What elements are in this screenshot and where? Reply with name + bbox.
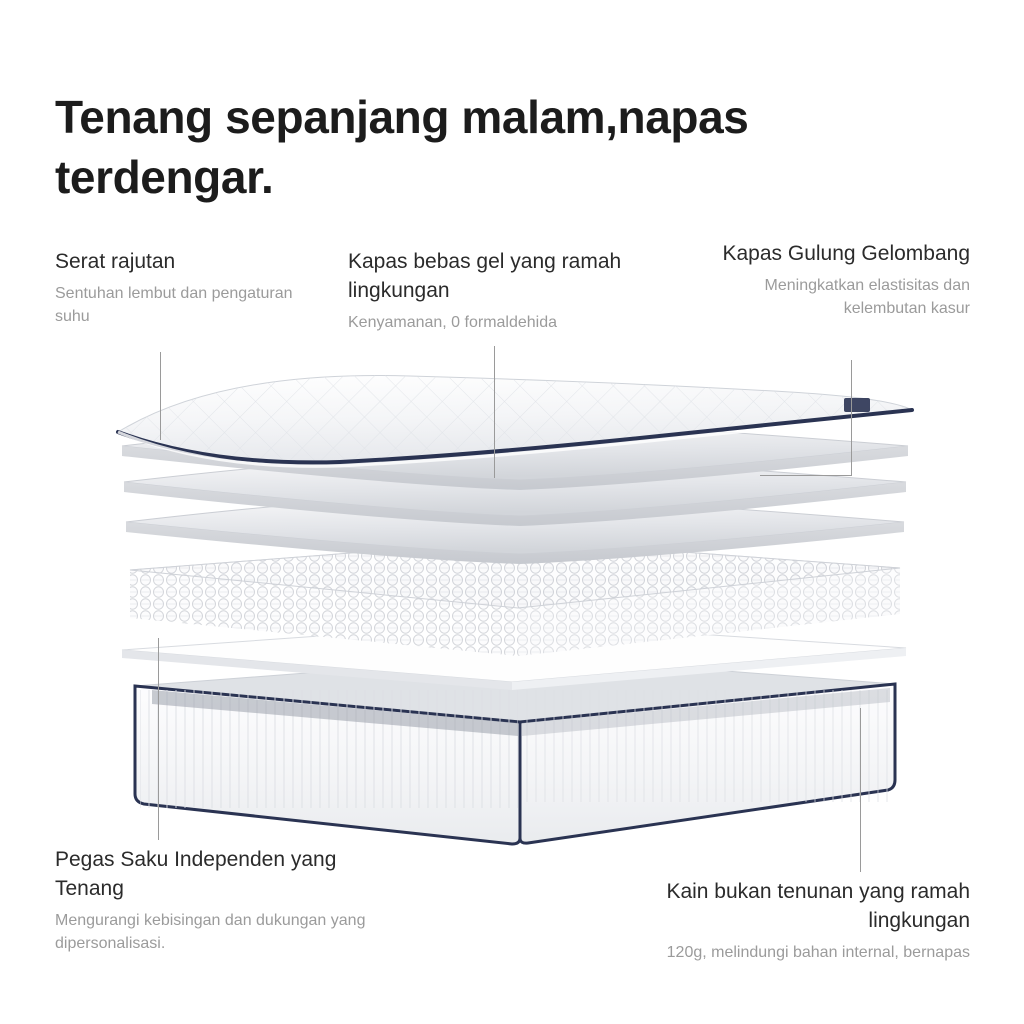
callout-subtitle: Meningkatkan elastisitas dan kelembutan kasur (764, 276, 970, 317)
callout-kapas-gulung-gelombang (700, 240, 970, 320)
leader-line-gelfoam (494, 346, 495, 478)
callout-subtitle: Sentuhan lembut dan pengaturan suhu (55, 284, 293, 325)
page-title: Tenang sepanjang malam,napas terdengar. (55, 91, 749, 203)
leader-line-wavecotton-branch (760, 475, 852, 476)
leader-line-springs (158, 638, 159, 840)
callout-subtitle: Kenyamanan, 0 formaldehida (348, 313, 558, 331)
callout-title: Kain bukan tenunan yang ramah lingkungan (666, 880, 970, 932)
callout-pegas-saku-independen (55, 846, 395, 955)
mattress-layers-svg (100, 370, 930, 900)
callout-title: Serat rajutan (55, 250, 176, 273)
mattress-exploded-diagram (100, 370, 930, 900)
callout-kain-bukan-tenunan (640, 878, 970, 965)
leader-line-knit (160, 352, 161, 440)
callout-subtitle: 120g, melindungi bahan internal, bernapas (666, 943, 970, 961)
callout-subtitle: Mengurangi kebisingan dan dukungan yang dipersonalisasi. (55, 911, 366, 952)
callout-title: Kapas Gulung Gelombang (722, 242, 970, 265)
callout-kapas-bebas-gel (348, 248, 648, 335)
leader-line-nonwoven (860, 708, 861, 872)
callout-title: Pegas Saku Independen yang Tenang (55, 848, 337, 900)
leader-line-wavecotton (851, 360, 852, 475)
callout-serat-rajutan (55, 248, 300, 328)
callout-title: Kapas bebas gel yang ramah lingkungan (348, 250, 622, 302)
brand-tag (844, 398, 870, 412)
